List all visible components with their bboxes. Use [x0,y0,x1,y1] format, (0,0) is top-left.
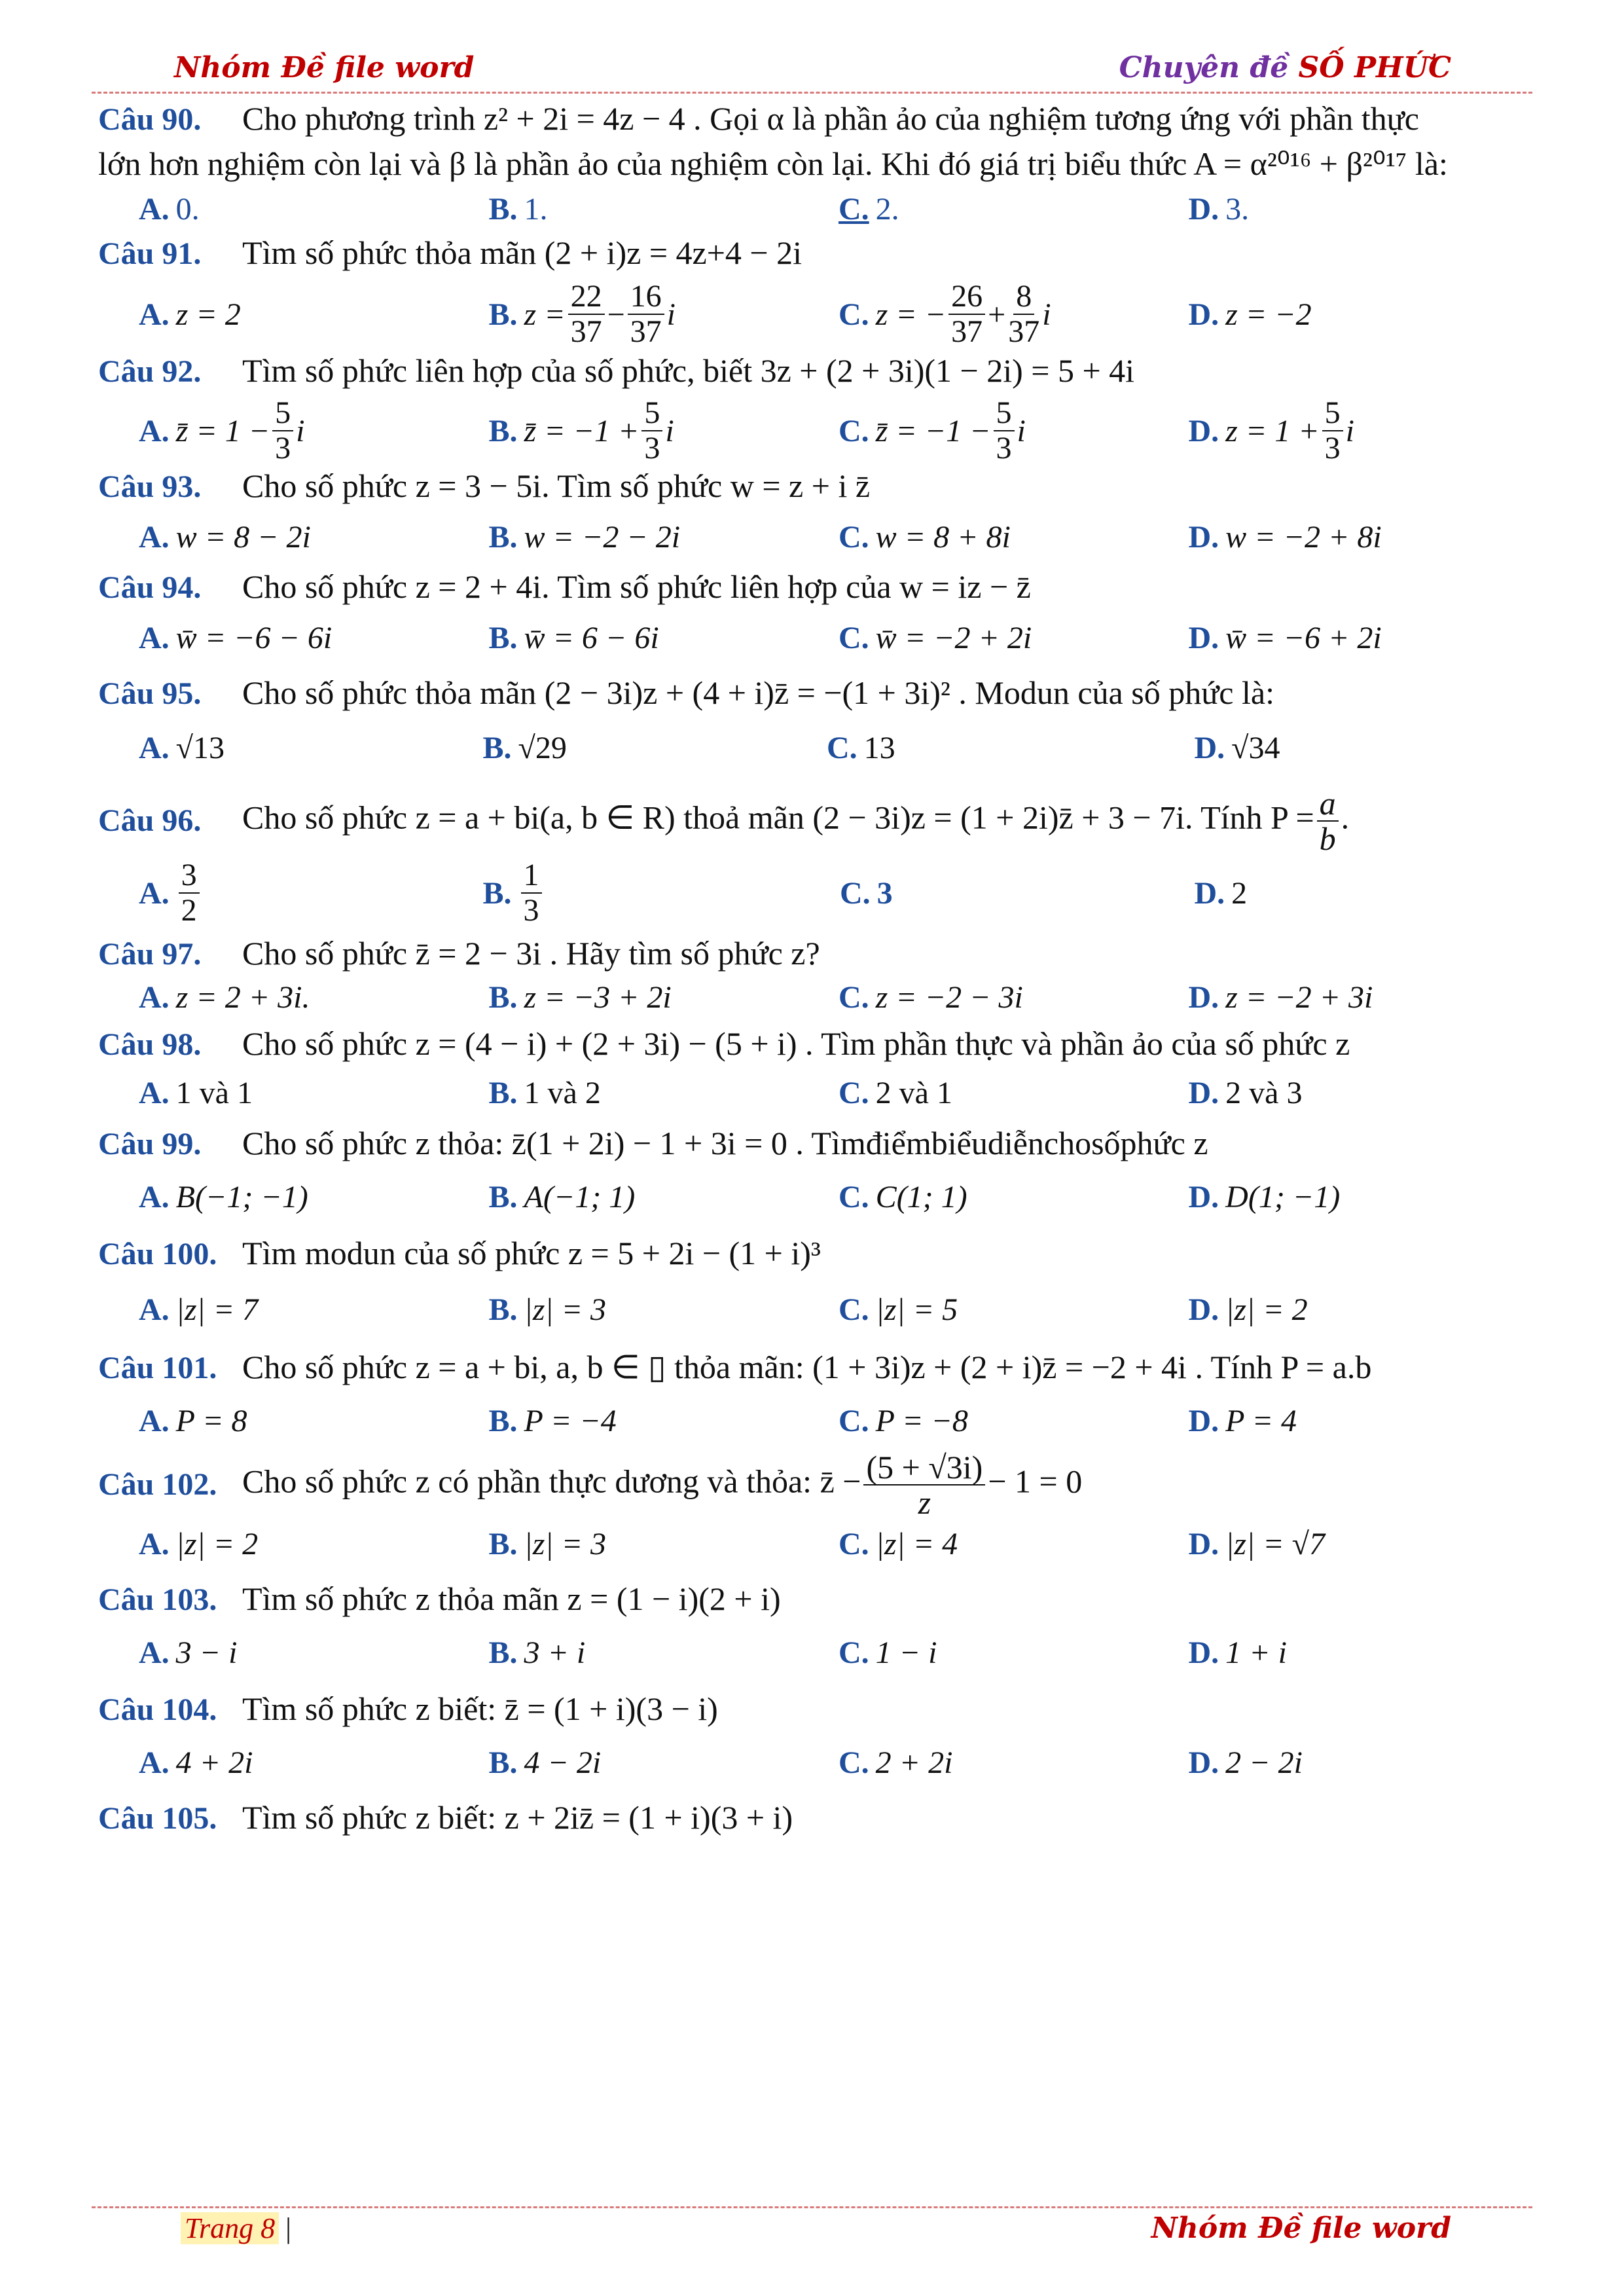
question-98 [98,1023,1538,1114]
option-a[interactable]: A. |z| = 2 [139,1527,259,1561]
option-a[interactable]: A. 3 − i [139,1635,238,1670]
question-number: Câu 100. [98,1237,217,1271]
question-91 [98,232,1538,349]
option-c[interactable]: C. z̄ = −1 − $\frac{5}{3}$ i [839,395,1026,465]
option-c[interactable]: C. z = − $\frac{26}{37}$ + $\frac{8}{37}$ i [839,279,1051,349]
option-b[interactable]: B. |z| = 3 [488,1527,606,1561]
header-divider [92,92,1532,94]
question-text: Tìm modun của số phức z = 5 + 2i − (1 + i)³ [242,1235,821,1271]
option-a[interactable]: A. B(−1; −1) [139,1180,308,1214]
question-96: Câu 96. Cho số phức z = a + bi(a, b ∈ R) thoả mãn (2 − 3i)z = (1 + 2i)z̄ + 3 − 7i. Tính P = $\frac{a}{b}$ . A. $\frac{3}{2}$ B. $\frac{1}{3}$ C. 3 D. 2 [98,786,1538,928]
question-104 [98,1688,1538,1784]
question-number: Câu 94. [98,570,202,605]
option-c[interactable]: C. z = −2 − 3i [839,980,1023,1015]
option-b[interactable]: B. 1 và 2 [488,1076,601,1110]
option-b[interactable]: B. P = −4 [488,1404,617,1438]
option-c[interactable]: C. 3 [840,875,893,911]
question-99 [98,1123,1538,1218]
option-d[interactable]: D. 1 + i [1188,1635,1287,1670]
option-a[interactable]: A. w = 8 − 2i [139,520,311,555]
question-number: Câu 103. [98,1582,217,1617]
option-b[interactable]: B. z = −3 + 2i [488,980,672,1015]
question-number: Câu 101. [98,1351,217,1385]
question-105 [98,1797,1538,1839]
option-d[interactable]: D. P = 4 [1188,1404,1297,1438]
option-d[interactable]: D. 3. [1188,192,1250,227]
option-b[interactable]: B. A(−1; 1) [488,1180,636,1214]
option-b[interactable]: B. 3 + i [488,1635,586,1670]
option-d[interactable]: D. z = −2 + 3i [1188,980,1373,1015]
question-number: Câu 98. [98,1027,202,1062]
question-text: Cho số phức z có phần thực dương và thỏa: z̄ − [242,1463,861,1500]
question-97 [98,933,1538,1018]
question-number: Câu 99. [98,1127,202,1161]
question-number: Câu 96. [98,803,202,838]
option-c[interactable]: C. 2 và 1 [839,1076,952,1110]
question-text: Cho số phức z thỏa: z̄(1 + 2i) − 1 + 3i = 0 . Tìmđiểmbiểudiễnchosốphức z [242,1125,1208,1161]
question-100 [98,1233,1538,1331]
option-d[interactable]: D. D(1; −1) [1188,1180,1341,1214]
question-number: Câu 92. [98,354,202,389]
footer-group-name: Nhóm Đề file word [1151,2212,1451,2245]
option-b[interactable]: B. w̄ = 6 − 6i [488,621,659,655]
question-text: Cho số phức z = 3 − 5i. Tìm số phức w = z + i z̄ [242,467,871,504]
option-a[interactable]: A. P = 8 [139,1404,247,1438]
option-a[interactable]: A. 1 và 1 [139,1076,253,1110]
question-103 [98,1578,1538,1674]
question-101 [98,1347,1538,1442]
option-c[interactable]: C. P = −8 [839,1404,968,1438]
option-d[interactable]: D. 2 − 2i [1188,1745,1303,1780]
option-b[interactable]: B. |z| = 3 [488,1292,606,1327]
option-c[interactable]: C. 1 − i [839,1635,937,1670]
footer-page: Trang 8 | [181,2212,291,2245]
question-number: Câu 102. [98,1467,217,1502]
option-b[interactable]: B. 1. [488,192,548,227]
option-c[interactable]: C. |z| = 4 [839,1527,958,1561]
question-number: Câu 93. [98,469,202,504]
option-b[interactable]: B. z = $\frac{22}{37}$ − $\frac{16}{37}$ i [488,279,676,349]
option-d[interactable]: D. w̄ = −6 + 2i [1188,621,1382,655]
option-c[interactable]: C. 13 [827,731,895,765]
option-d[interactable]: D. 2 [1194,875,1248,911]
question-number: Câu 90. [98,102,202,137]
option-c[interactable]: C. 2 + 2i [839,1745,953,1780]
option-a[interactable]: A. $\frac{3}{2}$ [139,858,483,928]
question-number: Câu 104. [98,1692,217,1727]
question-90 [98,98,1538,227]
question-text: Cho phương trình z² + 2i = 4z − 4 . Gọi α là phần ảo của nghiệm tương ứng với phần thực [242,100,1419,137]
option-c[interactable]: C. |z| = 5 [839,1292,958,1327]
question-93 [98,465,1538,558]
question-number: Câu 105. [98,1801,217,1836]
question-text: Cho số phức z = a + bi(a, b ∈ R) thoả mãn (2 − 3i)z = (1 + 2i)z̄ + 3 − 7i. Tính P = [242,799,1314,836]
question-text: Tìm số phức thỏa mãn (2 + i)z = 4z+4 − 2i [242,234,803,271]
question-text: Tìm số phức z biết: z̄ = (1 + i)(3 − i) [242,1690,718,1727]
option-c[interactable]: C. w̄ = −2 + 2i [839,621,1032,655]
question-text: Cho số phức z = (4 − i) + (2 + 3i) − (5 + i) . Tìm phần thực và phần ảo của số phức z [242,1025,1350,1062]
question-text: Tìm số phức liên hợp của số phức, biết 3z + (2 + 3i)(1 − 2i) = 5 + 4i [242,352,1135,389]
question-94 [98,566,1538,659]
option-c[interactable]: C. w = 8 + 8i [839,520,1011,555]
option-a[interactable]: A. |z| = 7 [139,1292,259,1327]
option-b[interactable]: B. $\frac{1}{3}$ [483,858,827,928]
option-d[interactable]: D. 2 và 3 [1188,1076,1303,1110]
question-text: Cho số phức z̄ = 2 − 3i . Hãy tìm số phức z? [242,935,820,972]
option-a[interactable]: A. z̄ = 1 − $\frac{5}{3}$ i [139,395,305,465]
option-a[interactable]: A. 0. [139,192,200,227]
option-b[interactable]: B. 4 − 2i [488,1745,602,1780]
option-d[interactable]: D. √34 [1194,731,1280,765]
question-92 [98,350,1538,465]
option-c[interactable]: C. C(1; 1) [839,1180,967,1214]
option-d[interactable]: D. |z| = √7 [1188,1527,1325,1561]
question-number: Câu 95. [98,676,202,711]
question-102: Câu 102. Cho số phức z có phần thực dương và thỏa: z̄ − $\frac{(5 + √3i)}{z}$ − 1 = 0 A. |z| = 2 B. |z| = 3 C. |z| = 4 D. |z| = √7 [98,1450,1538,1565]
footer-divider [92,2206,1532,2208]
option-a[interactable]: A. √13 [139,731,225,765]
header-topic-accent: SỐ PHỨC [1298,51,1451,84]
question-number: Câu 97. [98,937,202,972]
option-a[interactable]: A. z = 2 + 3i. [139,980,310,1015]
question-text: Cho số phức z = a + bi, a, b ∈ ▯ thỏa mãn: (1 + 3i)z + (2 + i)z̄ = −2 + 4i . Tính P = a.b [242,1349,1372,1385]
option-b[interactable]: B. z̄ = −1 + $\frac{5}{3}$ i [488,395,674,465]
header-topic: Chuyên đề SỐ PHỨC [1119,51,1451,84]
page-number: Trang 8 [181,2212,279,2244]
option-d[interactable]: D. w = −2 + 8i [1188,520,1382,555]
option-a[interactable]: A. z = 2 [139,297,241,332]
option-d[interactable]: D. z = −2 [1188,297,1312,332]
question-number: Câu 91. [98,236,202,271]
option-a[interactable]: A. 4 + 2i [139,1745,253,1780]
question-95 [98,672,1538,769]
option-d[interactable]: D. z = 1 + $\frac{5}{3}$ i [1188,395,1354,465]
header-group-name: Nhóm Đề file word [174,51,475,84]
question-text: Cho số phức z = 2 + 4i. Tìm số phức liên hợp của w = iz − z̄ [242,568,1031,605]
question-text: Tìm số phức z thỏa mãn z = (1 − i)(2 + i) [242,1580,781,1617]
option-b[interactable]: B. √29 [482,731,567,765]
question-list [98,98,1538,1839]
question-text: Cho số phức thỏa mãn (2 − 3i)z + (4 + i)z̄ = −(1 + 3i)² . Modun của số phức là: [242,674,1274,711]
option-c[interactable]: C. 2. [839,192,899,227]
option-a[interactable]: A. w̄ = −6 − 6i [139,621,333,655]
option-d[interactable]: D. |z| = 2 [1188,1292,1308,1327]
question-text: Tìm số phức z biết: z + 2iz̄ = (1 + i)(3 + i) [242,1799,793,1836]
question-text-continued: lớn hơn nghiệm còn lại và β là phần ảo của nghiệm còn lại. Khi đó giá trị biểu thức A = α²⁰¹⁶ + β²⁰¹⁷ là: [98,145,1448,182]
option-b[interactable]: B. w = −2 − 2i [488,520,681,555]
